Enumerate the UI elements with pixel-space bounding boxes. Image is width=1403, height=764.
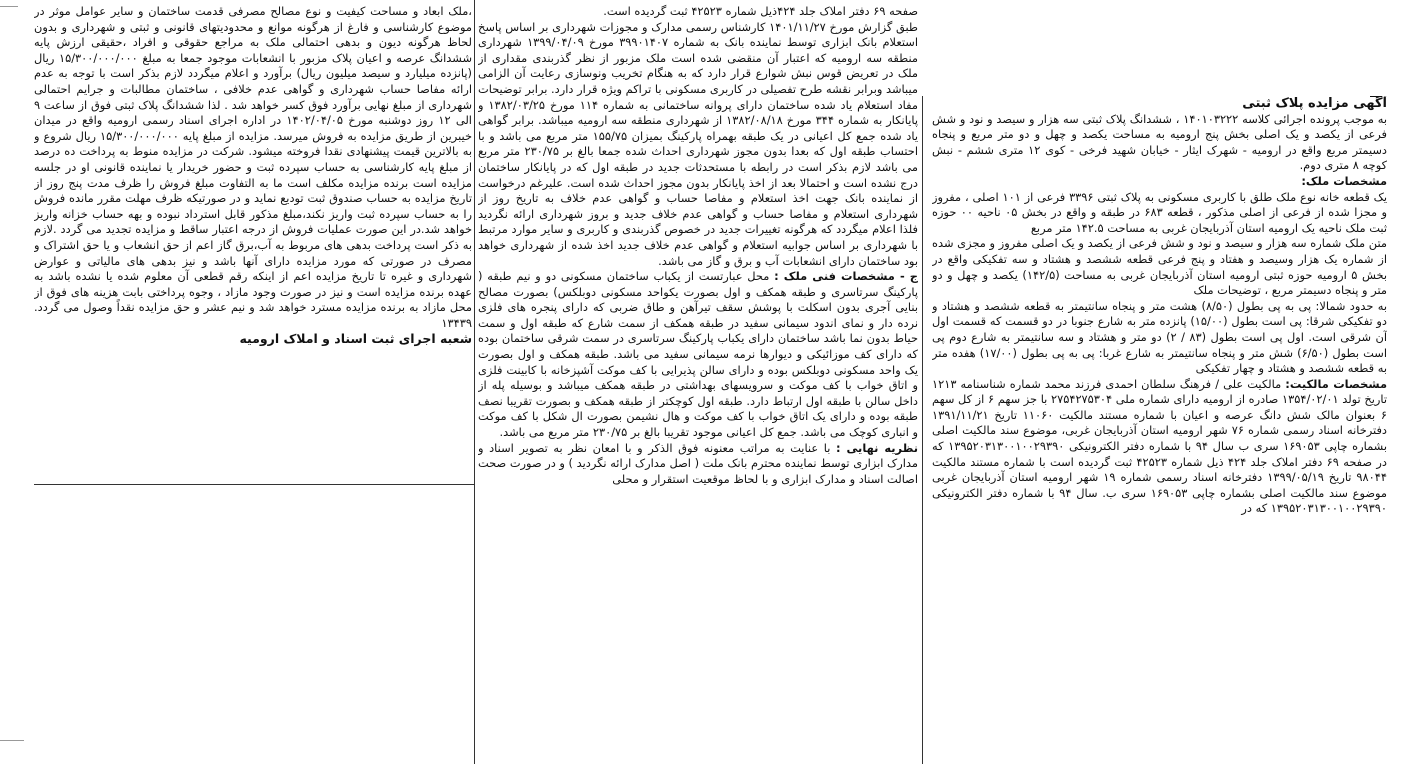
property-specs: یک قطعه خانه نوع ملک طلق با کاربری مسکونی به پلاک ثبتی ۳۳۹۶ فرعی از ۱۰۱ اصلی ، مفروز و مجزا شده از فرعی از اصلی مذکور ، قطعه ۶۸۳ در طبقه و واقع در بخش ۰۵ ناحیه ۰۰ حوزه ثبت ملک ناحیه یک ارومیه استان آذربایجان غربی به مساحت ۱۴۲.۵ متر مربع [932,189,1387,235]
valuation-and-auction-terms: ،ملک ابعاد و مساحت کیفیت و نوع مصالح مصرفی قدمت ساختمان و سایر عوامل موثر در موضوع کارشناسی و فارغ از هرگونه موانع و محدودیتهای قانونی و ثبتی و شهرداری و بدون لحاظ هرگونه دیون و بدهی احتمالی ملک به مراجع حقوقی و افراد ،حقیقی ارزش پایه ششدانگ عرصه و اعیان پلاک مزبور با انشعابات موجود جمعا به مبلغ ۱۵/۳۰۰/۰۰۰/۰۰۰ ریال (پانزده میلیارد و سیصد میلیون ریال) برآورد و اعلام میگردد لازم بذکر است با توجه به عدم ارائه مفاصا حساب شهرداری و گواهی عدم خلافی ، ساختمان مطالبات و جرایم احتمالی شهرداری از مبلغ نهایی برآورد فوق کسر خواهد شد . لذا ششدانگ پلاک ثبتی فوق از ساعت ۹ الی ۱۲ روز دوشنبه مورخ ۱۴۰۲/۰۴/۰۵ در اداره اجرای اسناد رسمی ارومیه واقع در میدان خیبرین از طریق مزایده به فروش میرسد. مزایده از مبلغ پایه ۱۵/۳۰۰/۰۰۰/۰۰۰ ریال شروع و به بالاترین قیمت پیشنهادی نقدا فروخته میشود. شرکت در مزایده منوط به پرداخت ده درصد از مبلغ پایه کارشناسی به حساب سپرده ثبت و حضور خریدار یا نماینده قانونی او در جلسه مزایده است برنده مزایده مکلف است ما به التفاوت مبلغ فروش را ظرف مدت پنج روز از تاریخ مزایده به حساب صندوق ثبت تودیع نماید و در صورتیکه ظرف مهلت مقرر مانده فروش را به حساب سپرده ثبت واریز نکند،مبلغ مذکور قابل استرداد نبوده و بهه حساب خزانه واریز خواهد شد.در این صورت عملیات فروش از درجه اعتبار ساقط و مزایده تجدید می گردد .لازم به ذکر است پرداخت بدهی های مربوط به آب،برق گاز اعم از حق انشعاب و یا حق اشتراک و مصرف در صورتی که مورد مزایده دارای آنها باشد و نیز بدهی های مالیاتی و عوارض شهرداری و غیره تا تاریخ مزایده اعم از اینکه رقم قطعی آن معلوم شده یا نشده باشد به عهده برنده مزایده است و نیز در صورت وجود مازاد ، وجوه پرداختی بابت هزینه های فوق از محل مازاد به برنده مزایده مسترد خواهد شد و نیم عشر و حق مزایده نقداً وصول می گردد. ۱۳۴۳۹ [34,4,472,330]
property-bounds: به حدود شمالا: پی به پی بطول (۸/۵۰) هشت متر و پنجاه سانتیمتر به قطعه ششصد و هشتاد و دو تفکیکی شرقا: پی است بطول (۱۵/۰۰) پانزده متر به شارع جنوبا در دو قسمت که قسمت اول آن شرقی است. اول پی است بطول (۸۳ / ۲) دو متر و هشتاد و سه سانتیمتر به شارع دوم پی است بطول (۶/۵۰) شش متر و پنجاه سانتیمتر به شارع غربا: پی به پی بطول (۱۷/۰۰) هفده متر به قطعه ششصد و هشتاد و چهار تفکیکی [932,298,1387,376]
issuer-signature: شعبه اجرای ثبت اسناد و املاک ارومیه [239,331,472,347]
auction-notice-right-column [932,96,1387,764]
auction-notice-left-column [34,4,472,484]
property-text-body: متن ملک شماره سه هزار و سیصد و نود و شش فرعی از یکصد و یک اصلی مفروز و مجزی شده از شماره یک هزار وسیصد و هفتاد و پنج فرعی قطعه ششصد و هشتاد و سه تفکیکی واقع در بخش ۵ ارومیه حوزه ثبتی ارومیه استان آذربایجان غربی به مساحت (۱۴۲/۵) یکصد و چهل و دو متر و پنجاه دسیمتر مربع ، توضیحات ملک [932,236,1387,298]
column-divider-right [922,96,923,764]
technical-specs-heading: ج - مشخصات فنی ملک : [774,269,918,284]
final-opinion: با عنایت به مراتب معنونه فوق الذکر و با امعان نظر به تصویر اسناد و مدارک ابزاری توسط نماینده محترم بانک ملت ( اصل مدارک ارائه نگردید ) و در صورت صحت اصالت اسناد و مدارک ابزاری و با لحاظ موقعیت استقرار و محلی [478,440,918,486]
final-opinion-heading: نظریه نهایی : [836,440,918,455]
ownership-heading: مشخصات مالکیت: [1285,376,1387,391]
property-specs-heading: مشخصات ملک: [1301,173,1387,188]
auction-notice-middle-column [478,4,918,764]
column-divider-left [474,0,475,764]
expert-report: طبق گزارش مورخ ۱۴۰۱/۱۱/۲۷ کارشناس رسمی مدارک و مجوزات شهرداری بر اساس پاسخ استعلام بانک ابزاری توسط نماینده بانک به شماره ۳۹۹۰۱۴۰۷ مورخ ۱۳۹۹/۰۴/۰۹ شهرداری منطقه سه ارومیه که اعتبار آن منقضی شده است ملک مزبور از نظر گذربندی مقداری از ملک در تعریض قوس نبش شوارع قرار دارد که به هنگام تخریب ونوسازی رعایت آن الزامی میباشد وبرابر نقشه طرح تفصیلی در کاربری مسکونی با تراکم ویژه قرار دارد. برابر توضیحات مفاد استعلام یاد شده ساختمان دارای پروانه ساختمانی به شماره ۱۱۴ مورخ ۱۳۸۲/۰۳/۲۵ و پایانکار به شماره ۳۴۴ مورخ ۱۳۸۲/۰۸/۱۸ از شهرداری منطقه سه ارومیه میباشد. برابر گواهی یاد شده جمع کل اعیانی در یک طبقه بهمراه پارکینگ بمیزان ۱۵۵/۷۵ متر مربع می باشد و با احتساب طبقه اول که بعدا بدون مجوز شهرداری احداث شده جمعا بالغ بر ۲۳۰/۷۵ متر مربع می باشد لازم بذکر است در رابطه با مستحدثات جدید در طبقه اول که در پایانکار ساختمان درج نشده است و احتمالا بعد از اخذ پایانکار بدون مجوز احداث شده است. علیرغم درخواست از نماینده بانک جهت اخذ استعلام و مفاصا حساب و گواهی عدم خلاف به تاریخ روز از شهرداری استعلام و مفاصا حساب و گواهی عدم خلاف جدید و بروز شهرداری ارائه نگردید فلذا اعلام میگردد که هرگونه تغییرات جدید در خصوص گذربندی و کاربری و سایر موارد مرتبط با شهرداری بر اساس جوابیه استعلام و گواهی عدم خلاف جدید اخذ شده از شهرداری خواهد بود ساختمان دارای انشعابات آب و برق و گاز می باشد. [478,19,918,268]
notice-title: آگهی مزایده پلاک ثبتی [1242,96,1387,111]
left-edge-mark-top [0,6,18,7]
left-edge-mark-bottom [0,740,24,741]
left-column-bottom-rule [34,484,474,485]
technical-specs: محل عبارتست از یکباب ساختمان مسکونی دو و نیم طبقه ( پارکینگ سرتاسری و طبقه همکف و اول بصورت یکواحد مسکونی دوبلکس) بصورت مصالح بنایی آجری بدون اسکلت با پوشش سقف تیرآهن و طاق ضربی که دارای پنجره های فلزی نرده دار و نمای اندود سیمانی سفید در طبقه همکف از سمت شارع که طبقه اول و سمت حیاط بدون نما باشد ساختمان دارای یکباب پارکینگ سرتاسری در سمت شرقی ساختمان بوده که دارای کف موزائیکی و دیوارها نرمه سیمانی سفید می باشد. طبقه همکف و اول بصورت یک واحد مسکونی دوبلکس بوده و دارای سالن پذیرایی با کف موکت آشپزخانه با کابینت فلزی و اتاق خواب با کف موکت و سرویسهای بهداشتی در طبقه همکف میباشد و بوسیله پله از داخل سالن با طبقه اول ارتباط دارد. طبقه اول کوچکتر از طبقه همکف و بصورت تقریبا نصف طبقه بوده و دارای یک اتاق خواب با کف موکت و هال نشیمن بصورت ال شکل با کف موکت و انباری کوچک می باشد. جمع کل اعیانی موجود تقریبا بالغ بر ۲۳۰/۷۵ متر مربع می باشد. [478,269,918,440]
ownership-text: مالکیت علی / فرهنگ سلطان احمدی فرزند محمد شماره شناسنامه ۱۲۱۳ تاریخ تولد ۱۳۵۴/۰۲/۰۱ صادره از ارومیه دارای شماره ملی ۲۷۵۴۲۷۵۳۰۴ با جز سهم ۶ از کل سهم ۶ بعنوان مالک شش دانگ عرصه و اعیان با شماره مستند مالکیت ۱۱۰۶۰ تاریخ ۱۳۹۱/۱۱/۲۱ دفترخانه اسناد رسمی شماره ۷۶ شهر ارومیه استان آذربایجان غربی، موضوع سند مالکیت اصلی بشماره چاپی ۱۶۹۰۵۳ سری ب سال ۹۴ با شماره دفتر الکترونیکی ۱۳۹۵۲۰۳۱۳۰۰۱۰۰۲۹۳۹۰ که در صفحه ۶۹ دفتر املاک جلد ۴۲۴ ذیل شماره ۴۲۵۲۳ ثبت گردیده است با شماره مستند مالکیت ۹۸۰۴۴ تاریخ ۱۳۹۹/۰۵/۱۹ دفترخانه اسناد رسمی شماره ۱۹ شهر ارومیه استان آذربایجان غربی موضوع سند مالکیت اصلی بشماره چاپی ۱۶۹۰۵۳ سری ب. سال ۹۴ با شماره دفتر الکترونیکی ۱۳۹۵۲۰۳۱۳۰۰۱۰۰۲۹۳۹۰ که در [932,376,1387,516]
notice-intro: به موجب پرونده اجرائی کلاسه ۱۴۰۱۰۳۲۲۲ ، ششدانگ پلاک ثبتی سه هزار و سیصد و نود و شش فرعی از یکصد و یک اصلی بخش پنج ارومیه به مساحت یکصد و چهل و دو متر مربع و پنجاه دسیمتر مربع واقع در ارومیه - شهرک ایثار - خیابان شهید فرخی - کوی ۱۲ متری ششم - نبش کوچه ۸ متری دوم. [932,111,1387,173]
registration-continuation: صفحه ۶۹ دفتر املاک جلد ۴۲۴ذیل شماره ۴۲۵۲۳ ثبت گردیده است. [603,4,918,18]
